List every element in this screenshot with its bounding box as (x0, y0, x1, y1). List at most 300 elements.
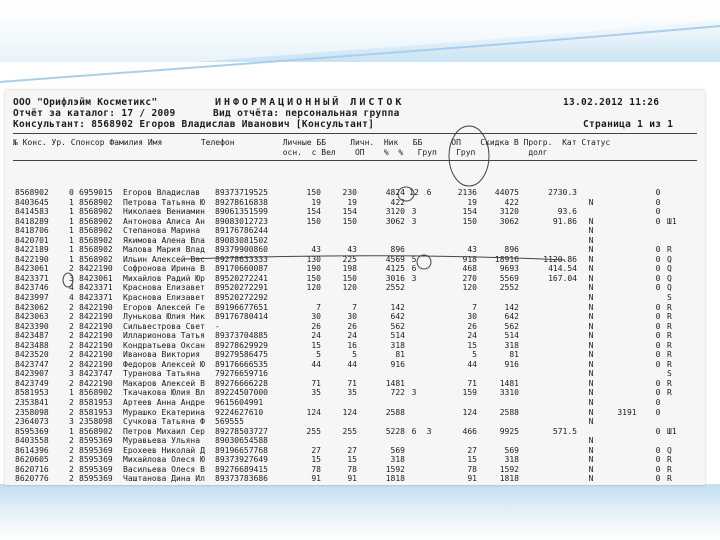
table-cell: 8568902 (79, 245, 113, 255)
table-cell: 142 (504, 302, 519, 312)
table-cell: 8423997 (15, 293, 49, 303)
table-cell: Туранова Татьяна (123, 369, 201, 379)
table-cell: Краснова Елизавет (123, 283, 205, 293)
table-cell: 1 (69, 254, 74, 264)
table-cell: Васильева Олеся В (123, 464, 205, 474)
table-cell: 1818 (385, 474, 405, 484)
table-cell: N (588, 340, 594, 350)
table-cell: 8423062 (15, 302, 49, 312)
table-cell: Михайлова Олеся Ю (123, 455, 205, 465)
table-cell: 15 (311, 340, 321, 350)
table-cell: 89278633333 (215, 254, 268, 264)
table-cell: 12 (409, 188, 419, 197)
table-cell: 318 (504, 340, 519, 350)
table-cell: 2552 (385, 283, 405, 293)
table-cell: 8422190 (79, 340, 113, 350)
table-cell: 19 (311, 197, 321, 207)
table-cell: 8422190 (15, 254, 49, 264)
table-cell: 318 (390, 455, 405, 465)
table-cell: 19 (347, 197, 357, 207)
table-cell: 71 (467, 378, 477, 388)
table-cell: 4 (69, 293, 74, 303)
table-cell: 7 (472, 302, 477, 312)
table-cell: 0 (655, 426, 661, 436)
table-cell: 91 (347, 474, 357, 484)
table-cell: 30 (311, 312, 321, 322)
consultant-line: Консультант: 8568902 Егоров Владислав Иванович [Консультант] (13, 119, 375, 130)
table-cell: 1592 (499, 464, 519, 474)
table-cell: 225 (342, 254, 357, 264)
table-cell: 255 (306, 426, 321, 436)
table-cell: 1120.86 (543, 254, 577, 264)
table-cell: Федоров Алексей Ю (123, 359, 205, 369)
company-name: ООО "Орифлэйм Косметикс" (13, 97, 158, 108)
table-cell: 1 (69, 207, 74, 217)
table-cell: 24 (311, 331, 321, 341)
table-cell: N (588, 359, 594, 369)
table-cell: 422 (504, 197, 519, 207)
table-cell: 89279586475 (215, 350, 268, 360)
table-cell: 916 (504, 359, 519, 369)
table-cell: 89373927649 (215, 455, 268, 465)
report-date-time: 13.02.2012 11:26 (563, 97, 660, 108)
table-cell: 79276659716 (215, 369, 268, 379)
table-cell: 0 (655, 445, 661, 455)
table-cell: R (667, 464, 672, 474)
table-cell: 0 (655, 197, 661, 207)
table-cell: 89030654588 (215, 436, 268, 446)
table-cell: 4 (69, 283, 74, 293)
table-cell: N (588, 474, 594, 484)
table-cell: 422 (390, 197, 405, 207)
table-cell: 8418706 (15, 226, 49, 236)
table-cell: 8581953 (15, 388, 49, 398)
table-cell: 91 (311, 474, 321, 484)
table-cell: N (588, 283, 594, 293)
table-cell: 43 (311, 245, 321, 255)
table-cell: 2 (69, 312, 74, 322)
table-cell: 89278503727 (215, 426, 268, 436)
table-cell: 916 (390, 359, 405, 369)
handwritten-markup (5, 90, 705, 485)
table-cell: 414.54 (548, 264, 577, 274)
table-cell: 8422190 (79, 378, 113, 388)
table-cell: 89520272241 (215, 273, 268, 283)
table-cell: 89373719525 (215, 188, 268, 197)
table-cell: 6959015 (79, 188, 113, 197)
table-cell: 0 (655, 216, 661, 226)
table-cell: 3062 (499, 216, 519, 226)
table-cell: 124 (462, 407, 477, 417)
table-cell: N (588, 388, 594, 398)
table-cell: 8423907 (15, 369, 49, 379)
table-cell: 2 (69, 321, 74, 331)
bottom-decor-band (0, 484, 720, 540)
table-cell: 1 (69, 197, 74, 207)
table-cell: 167.04 (548, 273, 577, 283)
table-cell: 722 (390, 388, 405, 398)
table-cell: 3 (411, 207, 417, 217)
table-cell: 8422190 (79, 359, 113, 369)
table-cell: 30 (467, 312, 477, 322)
table-cell: 8403645 (15, 197, 49, 207)
table-cell: Q (667, 264, 672, 274)
table-cell: 2730.3 (548, 188, 577, 197)
table-cell: 78 (347, 464, 357, 474)
table-cell: - (215, 321, 220, 331)
table-cell: 8568902 (15, 188, 49, 197)
table-cell: R (667, 350, 672, 360)
table-cell: 3062 (385, 216, 405, 226)
table-cell: 1 (69, 216, 74, 226)
table-cell: 8422190 (79, 321, 113, 331)
table-cell: 91.86 (552, 216, 577, 226)
table-cell: 2 (69, 264, 74, 274)
table-cell: 642 (390, 312, 405, 322)
table-cell: Лунькова Юлия Ник (123, 312, 205, 322)
table-cell: 1 (69, 235, 74, 245)
table-cell: 150 (342, 216, 357, 226)
table-cell: 230 (342, 188, 357, 197)
table-cell: 89224507000 (215, 388, 268, 398)
table-cell: 1 (69, 226, 74, 236)
table-cell: 1818 (499, 474, 519, 484)
table-cell: 562 (390, 321, 405, 331)
table-cell: 120 (342, 283, 357, 293)
table-cell: 89176780414 (215, 312, 268, 322)
table-cell: 0 (655, 302, 661, 312)
table-cell: Сильвестрова Свет (123, 321, 205, 331)
table-cell: 571.5 (552, 426, 577, 436)
table-cell: 3 (411, 216, 417, 226)
table-cell: 8422190 (79, 350, 113, 360)
table-cell: 44075 (494, 188, 519, 197)
sheet-title: ИНФОРМАЦИОННЫЙ ЛИСТОК (215, 97, 405, 108)
table-cell: Q (667, 283, 672, 293)
table-cell: 0 (655, 207, 661, 217)
table-cell: 89373704885 (215, 331, 268, 341)
table-cell: 24 (347, 331, 357, 341)
table-cell: 89176786244 (215, 226, 268, 236)
table-cell: Кондратьева Оксан (123, 340, 205, 350)
table-cell: 35 (311, 388, 321, 398)
table-cell: 1 (69, 426, 74, 436)
table-cell: 8423061 (15, 264, 49, 274)
table-cell: 918 (462, 254, 477, 264)
table-cell: N (588, 273, 594, 283)
circle-level-percent-annotation (417, 255, 431, 269)
table-cell: 9693 (499, 264, 519, 274)
table-cell: R (667, 359, 672, 369)
table-cell: 896 (504, 245, 519, 255)
table-cell: 2 (69, 359, 74, 369)
table-cell: 7 (316, 302, 321, 312)
table-cell: 5228 (385, 426, 405, 436)
table-cell: 2358098 (79, 417, 113, 427)
table-cell: 3 (411, 388, 417, 398)
table-cell: 8423747 (15, 359, 49, 369)
table-cell: Муравьева Ульяна (123, 436, 201, 446)
table-cell: Софронова Ирина В (123, 264, 205, 274)
table-cell: 78 (467, 464, 477, 474)
table-cell: 8595369 (79, 436, 113, 446)
table-cell: Ткачакова Юлия Вл (123, 388, 205, 398)
table-cell: N (588, 455, 594, 465)
table-cell: 318 (390, 340, 405, 350)
table-cell: Ш1 (667, 426, 677, 436)
table-cell: 142 (390, 302, 405, 312)
table-cell: 120 (306, 283, 321, 293)
table-cell: Мурашко Екатерина (123, 407, 205, 417)
table-cell: 27 (467, 445, 477, 455)
table-cell: 1481 (499, 378, 519, 388)
table-cell: 0 (655, 273, 661, 283)
table-cell: 8581953 (79, 407, 113, 417)
table-cell: 3120 (499, 207, 519, 217)
table-cell: 89520272291 (215, 283, 268, 293)
table-cell: 91 (467, 474, 477, 484)
table-cell: 89373783686 (215, 474, 268, 484)
table-cell: N (588, 350, 594, 360)
table-cell: 896 (390, 245, 405, 255)
table-cell: 3191 (617, 407, 637, 417)
table-cell: 9925 (499, 426, 519, 436)
table-cell: 89083012723 (215, 216, 268, 226)
table-cell: 0 (655, 464, 661, 474)
table-cell: 3 (69, 417, 74, 427)
table-cell: 150 (306, 216, 321, 226)
table-cell: 1 (69, 245, 74, 255)
table-cell: R (667, 312, 672, 322)
table-cell: 5 (472, 350, 477, 360)
table-cell: 89196677651 (215, 302, 268, 312)
table-cell: Ильин Алексей Вас (123, 254, 205, 264)
table-cell: 2 (69, 445, 74, 455)
table-cell: 1 (69, 388, 74, 398)
table-cell: 8423746 (15, 283, 49, 293)
table-cell: 198 (342, 264, 357, 274)
table-cell: 8614396 (15, 445, 49, 455)
table-cell: N (588, 436, 594, 446)
table-cell: N (588, 216, 594, 226)
table-cell: 8595369 (79, 464, 113, 474)
table-cell: 2 (69, 398, 74, 408)
table-cell: N (588, 445, 594, 455)
table-cell: 89170660087 (215, 264, 268, 274)
page-indicator: Страница 1 из 1 (583, 119, 674, 130)
table-cell: N (588, 245, 594, 255)
table-cell: 26 (467, 321, 477, 331)
table-cell: 0 (655, 378, 661, 388)
table-cell: 15 (311, 455, 321, 465)
table-cell: R (667, 321, 672, 331)
table-cell: 19 (467, 197, 477, 207)
table-cell: 81 (395, 350, 405, 360)
table-cell: Малова Мария Влад (123, 245, 205, 255)
table-cell: 514 (390, 331, 405, 341)
table-cell: 8595369 (79, 445, 113, 455)
table-cell: 124 (306, 407, 321, 417)
underline-annotation (185, 256, 565, 260)
table-cell: 0 (655, 407, 661, 417)
table-cell: 0 (655, 398, 661, 408)
table-cell: 0 (655, 245, 661, 255)
table-cell: Q (667, 273, 672, 283)
table-cell: 8422190 (79, 312, 113, 322)
table-cell: 8423488 (15, 340, 49, 350)
table-cell: 120 (462, 283, 477, 293)
table-cell: Петрова Татьяна Ю (123, 197, 205, 207)
table-cell: 0 (655, 474, 661, 484)
table-cell: 8568902 (79, 235, 113, 245)
table-cell: Макаров Алексей В (123, 378, 205, 388)
table-cell: 2 (69, 350, 74, 360)
table-cell: N (588, 302, 594, 312)
table-cell: Илларионова Татья (123, 331, 205, 341)
table-cell: 15 (347, 455, 357, 465)
table-cell: 8423063 (15, 312, 49, 322)
table-cell: 8620605 (15, 455, 49, 465)
table-cell: 562 (504, 321, 519, 331)
column-header-line-2: осн. с Вел ОП % % Груп Груп долг (13, 148, 548, 157)
table-cell: R (667, 474, 672, 484)
table-cell: Егоров Алексей Ге (123, 302, 205, 312)
table-cell: 8423747 (79, 369, 113, 379)
table-cell: 8403558 (15, 436, 49, 446)
table-cell: 3 (426, 426, 432, 436)
table-cell: 6 (411, 426, 417, 436)
table-cell: N (588, 464, 594, 474)
top-swoosh-decoration (0, 0, 720, 95)
table-cell: 5 (352, 350, 357, 360)
table-cell: 642 (504, 312, 519, 322)
table-cell: 514 (504, 331, 519, 341)
table-cell: 4125 (385, 264, 405, 274)
table-cell: 8422190 (79, 302, 113, 312)
table-cell: 0 (69, 188, 74, 197)
table-cell: Петров Михаил Сер (123, 426, 205, 436)
table-cell: 4569 (385, 254, 405, 264)
table-cell: 4824 (385, 188, 405, 197)
table-cell: 89278629929 (215, 340, 268, 350)
table-cell: 9615604991 (215, 398, 264, 408)
table-cell: 569 (390, 445, 405, 455)
table-cell: 35 (347, 388, 357, 398)
table-cell: Якимова Алена Вла (123, 235, 205, 245)
table-cell: N (588, 321, 594, 331)
table-cell: 8422190 (79, 264, 113, 274)
table-cell: 3 (411, 273, 417, 283)
table-cell: 8620776 (15, 474, 49, 484)
table-cell: 159 (462, 388, 477, 398)
table-cell: 124 (342, 407, 357, 417)
table-cell: 8423371 (79, 293, 113, 303)
table-cell: 3120 (385, 207, 405, 217)
table-cell: 16 (347, 340, 357, 350)
table-cell: 0 (655, 359, 661, 369)
table-cell: N (588, 197, 594, 207)
table-cell: 15 (467, 455, 477, 465)
table-cell: R (667, 331, 672, 341)
table-cell: S (667, 293, 672, 303)
table-cell: 154 (342, 207, 357, 217)
table-cell: 8418289 (15, 216, 49, 226)
table-cell: 150 (462, 216, 477, 226)
table-cell: 2 (69, 302, 74, 312)
table-cell: 2 (69, 474, 74, 484)
table-cell: N (588, 293, 594, 303)
table-cell: N (588, 235, 594, 245)
table-cell: 0 (655, 388, 661, 398)
table-cell: 130 (306, 254, 321, 264)
table-cell: 43 (467, 245, 477, 255)
table-cell: 18916 (494, 254, 519, 264)
table-cell: N (588, 312, 594, 322)
table-cell: 8568902 (79, 197, 113, 207)
table-cell: 5569 (499, 273, 519, 283)
table-cell: 2 (69, 331, 74, 341)
table-cell: 154 (306, 207, 321, 217)
table-cell: 43 (347, 245, 357, 255)
table-cell: 89176666535 (215, 359, 268, 369)
table-cell: N (588, 369, 594, 379)
table-cell: Иванова Виктория (123, 350, 201, 360)
table-cell: 3 (69, 369, 74, 379)
table-cell: 78 (311, 464, 321, 474)
table-cell: 1592 (385, 464, 405, 474)
table-cell: 8423371 (79, 283, 113, 293)
table-cell: 30 (347, 312, 357, 322)
table-cell: 466 (462, 426, 477, 436)
table-cell: Сучкова Татьяна Ф (123, 417, 205, 427)
table-cell: N (588, 226, 594, 236)
table-cell: 44 (311, 359, 321, 369)
table-cell: 8423487 (15, 331, 49, 341)
table-cell: 255 (342, 426, 357, 436)
table-cell: N (588, 331, 594, 341)
table-cell: 6 (426, 188, 432, 197)
table-cell: 318 (504, 455, 519, 465)
table-cell: 26 (347, 321, 357, 331)
table-cell: 3016 (385, 273, 405, 283)
table-cell: Чаштанова Дина Ил (123, 474, 205, 484)
table-cell: Ерохеев Николай Д (123, 445, 205, 455)
table-cell: 8595369 (79, 455, 113, 465)
table-cell: R (667, 455, 672, 465)
table-cell: 2353841 (15, 398, 49, 408)
table-cell: 8595369 (15, 426, 49, 436)
table-cell: 89083081502 (215, 235, 268, 245)
table-cell: 569555 (215, 417, 244, 427)
table-cell: 2552 (499, 283, 519, 293)
table-cell: N (588, 407, 594, 417)
table-cell: 93.6 (557, 207, 577, 217)
table-cell: 8568902 (79, 226, 113, 236)
table-cell: N (588, 378, 594, 388)
table-cell: 2 (69, 340, 74, 350)
table-cell: 8568902 (79, 207, 113, 217)
table-cell: 8581953 (79, 398, 113, 408)
table-cell: 89276666228 (215, 378, 268, 388)
table-cell: 7 (352, 302, 357, 312)
table-cell: 8568902 (79, 254, 113, 264)
table-cell: 89196657768 (215, 445, 268, 455)
table-cell: 2364073 (15, 417, 49, 427)
table-cell: Q (667, 254, 672, 264)
table-cell: 270 (462, 273, 477, 283)
table-cell: 0 (655, 254, 661, 264)
table-cell: 8423390 (15, 321, 49, 331)
